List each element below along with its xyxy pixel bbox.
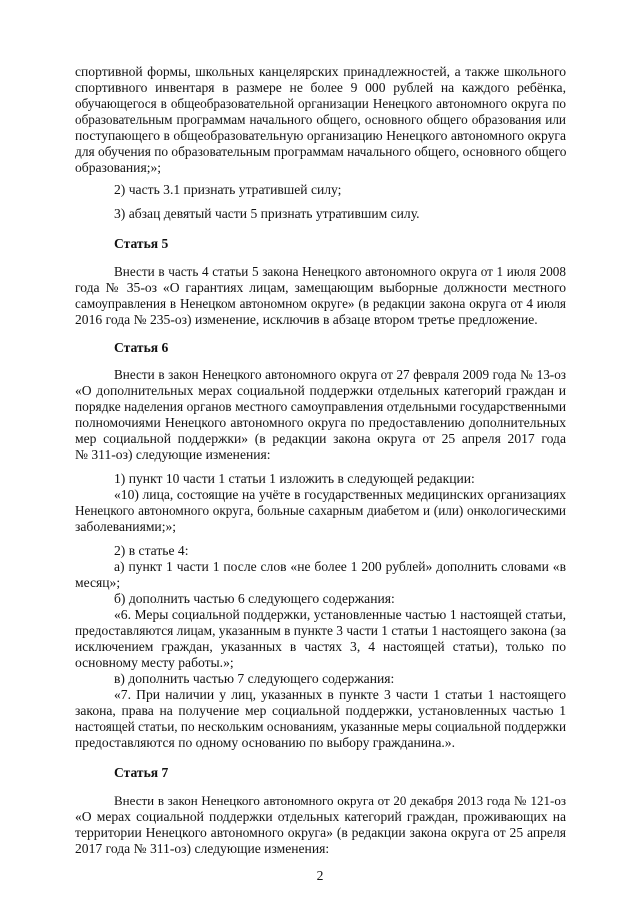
text-line: Внести в закон Ненецкого автономного округа от 27 февраля 2009 года № 13-оз: [114, 367, 566, 382]
text-line: закона, права на получение мер социальной поддержки, установленных частью 1: [75, 703, 566, 718]
text-line: основному месту работы.»;: [75, 655, 234, 670]
text-line: поступающего в общеобразовательную организацию Ненецкого автономного округа: [75, 128, 566, 143]
text-line: «7. При наличии у лиц, указанных в пункте 3 части 1 статьи 1 настоящего: [114, 687, 566, 702]
text-line: «6. Меры социальной поддержки, установленные частью 1 настоящей статьи,: [114, 607, 566, 622]
text-line: Внести в часть 4 статьи 5 закона Ненецкого автономного округа от 1 июля 2008: [114, 264, 566, 279]
article-heading: Статья 7: [114, 765, 169, 780]
text-line: а) пункт 1 части 1 после слов «не более 1 200 рублей» дополнить словами «в: [114, 559, 566, 574]
text-line: Внести в закон Ненецкого автономного округа от 20 декабря 2013 года № 121-оз: [114, 793, 566, 808]
text-line: 3) абзац девятый части 5 признать утратившим силу.: [114, 206, 420, 221]
text-line: года № 35-оз «О гарантиях лицам, замещающим выборные должности местного: [75, 280, 566, 295]
text-line: полномочиями Ненецкого автономного округа по предоставлению дополнительных: [75, 415, 566, 430]
text-line: настоящей статьи, по нескольким основаниям, указанные меры социальной поддержки: [75, 719, 566, 734]
text-line: «О мерах социальной поддержки отдельных категорий граждан, проживающих на: [75, 809, 566, 824]
text-line: спортивного инвентаря в размере не более 9 000 рублей на каждого ребёнка,: [75, 80, 566, 95]
text-line: «О дополнительных мерах социальной поддержки отдельных категорий граждан и: [75, 383, 566, 398]
text-line: 2017 года № 311-оз) следующие изменения:: [75, 841, 330, 856]
text-line: 2016 года № 235-оз) изменение, исключив в абзаце втором третье предложение.: [75, 312, 538, 327]
text-line: образовательным программам начального общего, основного общего образования или: [75, 112, 566, 127]
text-line: образования;»;: [75, 160, 162, 175]
text-line: обучающегося в общеобразовательной организации Ненецкого автономного округа по: [75, 96, 566, 111]
text-line: предоставляются по одному основанию по выбору гражданина.».: [75, 735, 455, 750]
text-line: предоставляются лицам, указанным в пункте 3 части 1 статьи 1 настоящего закона (за: [75, 623, 567, 638]
text-line: территории Ненецкого автономного округа» (в редакции закона округа от 25 апреля: [75, 825, 566, 840]
text-line: для обучения по образовательным программам начального общего, основного общего: [75, 144, 567, 159]
article-heading: Статья 6: [114, 340, 169, 355]
text-line: Ненецкого автономного округа, больные сахарным диабетом и (или) онкологическими: [75, 503, 566, 518]
text-line: б) дополнить частью 6 следующего содержания:: [114, 591, 395, 606]
text-line: 1) пункт 10 части 1 статьи 1 изложить в следующей редакции:: [114, 471, 475, 486]
text-line: 2) часть 3.1 признать утратившей силу;: [114, 182, 342, 197]
text-line: 2) в статье 4:: [114, 543, 189, 558]
text-line: исключением граждан, указанных в частях 3, 4 настоящей статьи), только по: [75, 639, 566, 654]
text-line: «10) лица, состоящие на учёте в государственных медицинских организациях: [114, 487, 566, 502]
text-line: порядке наделения органов местного самоуправления отдельными государственными: [75, 399, 566, 414]
text-line: самоуправления в Ненецком автономном округе» (в редакции закона округа от 4 июля: [75, 296, 566, 311]
text-line: месяц»;: [75, 575, 121, 590]
text-line: мер социальной поддержки» (в редакции закона округа от 25 апреля 2017 года: [75, 431, 566, 446]
page-number: 2: [316, 868, 324, 883]
text-line: № 311-оз) следующие изменения:: [75, 447, 271, 462]
article-heading: Статья 5: [114, 236, 169, 251]
text-line: заболеваниями;»;: [75, 519, 177, 534]
text-line: спортивной формы, школьных канцелярских принадлежностей, а также школьного: [75, 64, 566, 79]
text-line: в) дополнить частью 7 следующего содержания:: [114, 671, 395, 686]
